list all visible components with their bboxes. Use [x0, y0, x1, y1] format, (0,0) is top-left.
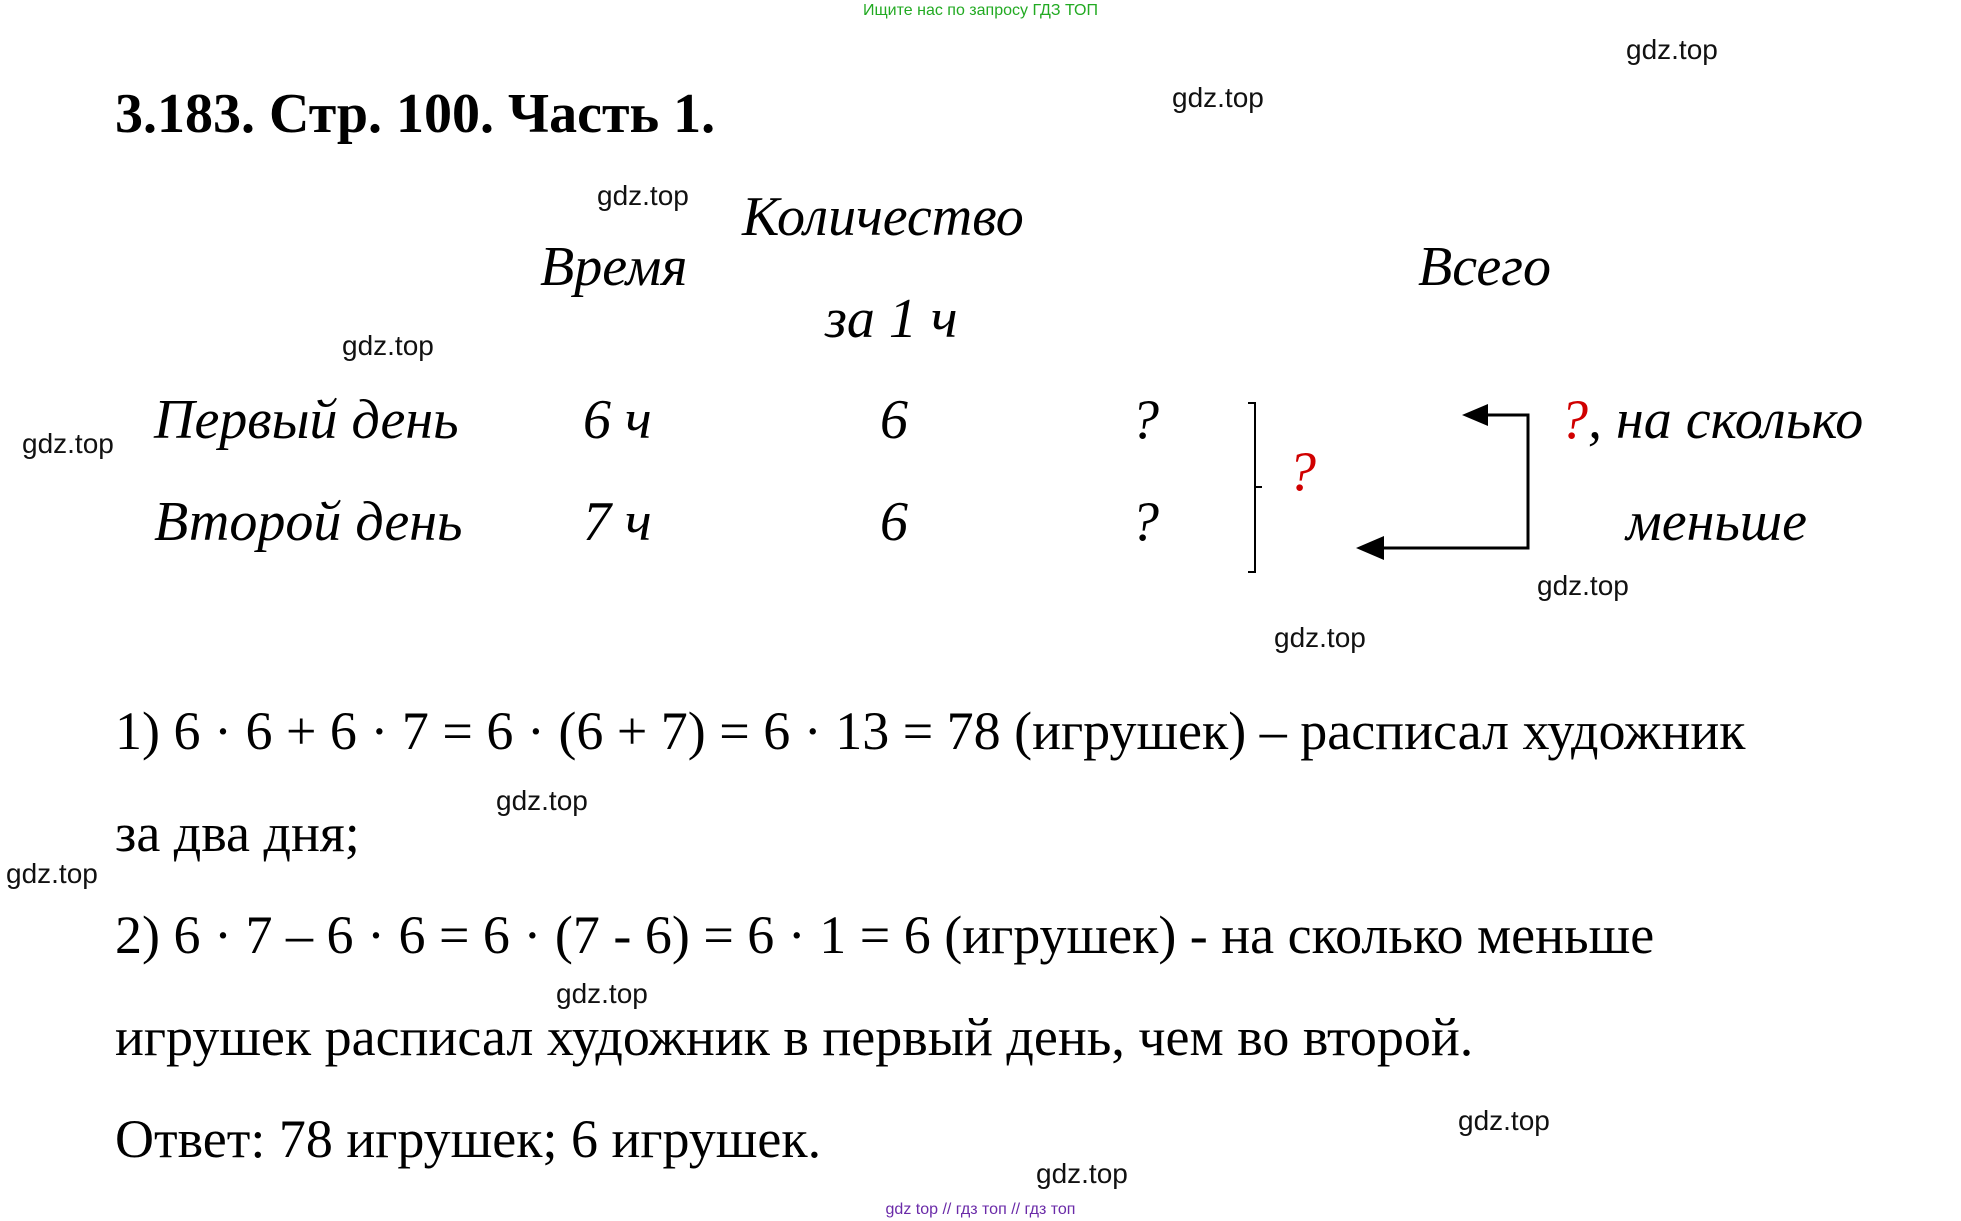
row-label-first-day: Первый день [154, 389, 459, 451]
watermark: gdz.top [6, 858, 98, 889]
watermark: gdz.top [1626, 34, 1718, 65]
watermark: gdz.top [1172, 82, 1264, 113]
answer-line: Ответ: 78 игрушек; 6 игрушек. [115, 1109, 822, 1169]
page-title: 3.183. Стр. 100. Часть 1. [115, 83, 716, 145]
arrow-head-bottom-icon [1356, 536, 1384, 560]
row-total-second-day: ? [1131, 491, 1159, 553]
solution-line-4: игрушек расписал художник в первый день, чем во второй. [115, 1007, 1474, 1067]
watermark: gdz.top [556, 978, 648, 1009]
difference-question-mark: ? [1560, 389, 1588, 451]
difference-question-line2: меньше [1626, 491, 1807, 553]
watermark: gdz.top [597, 180, 689, 211]
header-quantity: Количество [742, 186, 1024, 248]
watermark: gdz.top [342, 330, 434, 361]
bracket-arrow-line [1380, 415, 1528, 548]
header-total: Всего [1418, 236, 1552, 298]
watermark: gdz.top [1274, 622, 1366, 653]
header-quantity-per-hour: за 1 ч [825, 288, 958, 350]
row-qty-first-day: 6 [880, 389, 908, 451]
top-search-note: Ищите нас по запросу ГДЗ ТОП [863, 2, 1098, 19]
watermark: gdz.top [1036, 1158, 1128, 1189]
watermark: gdz.top [496, 785, 588, 816]
row-label-second-day: Второй день [154, 491, 463, 553]
solution-line-2: за два дня; [115, 803, 360, 863]
watermark: gdz.top [1458, 1105, 1550, 1136]
header-time: Время [540, 236, 688, 298]
solution-line-1: 1) 6 · 6 + 6 · 7 = 6 · (6 + 7) = 6 · 13 = 78 (игрушек) – расписал художник [115, 701, 1746, 761]
difference-question-text: , на сколько [1588, 389, 1864, 451]
row-qty-second-day: 6 [880, 491, 908, 553]
watermark: gdz.top [22, 428, 114, 459]
row-total-first-day: ? [1131, 389, 1159, 451]
footer-links: gdz top // гдз топ // гдз топ [885, 1201, 1076, 1218]
solution-line-3: 2) 6 · 7 – 6 · 6 = 6 · (7 - 6) = 6 · 1 = 6 (игрушек) - на сколько меньше [115, 905, 1655, 965]
row-time-first-day: 6 ч [583, 389, 652, 451]
total-brace [1248, 403, 1262, 572]
row-time-second-day: 7 ч [583, 491, 652, 553]
watermark: gdz.top [1537, 570, 1629, 601]
arrow-head-top-icon [1462, 404, 1488, 426]
brace-total-question: ? [1288, 441, 1316, 503]
